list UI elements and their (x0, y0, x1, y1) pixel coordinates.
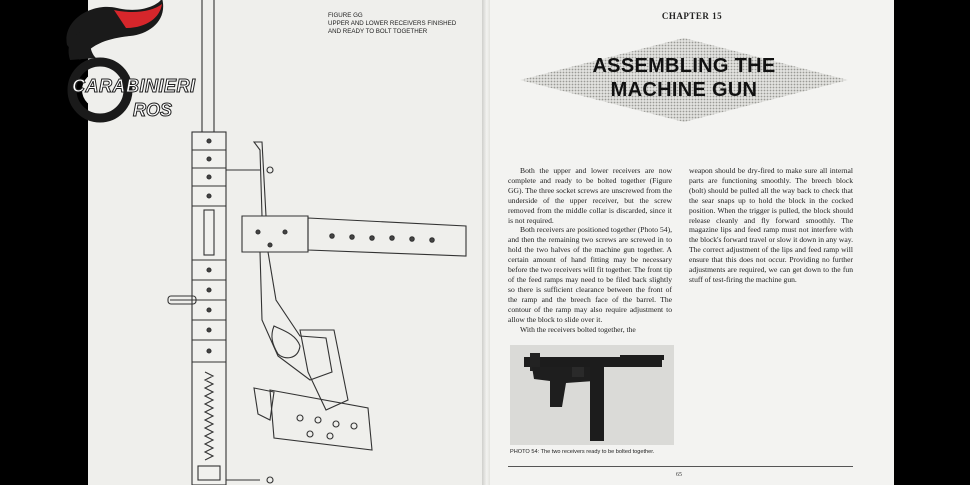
watermark-ros: ROS (133, 100, 173, 120)
text-column-1 (508, 166, 672, 334)
gun-receivers-drawing (150, 0, 480, 485)
figure-caption (328, 12, 478, 37)
chapter-title-block (520, 38, 848, 122)
paragraph: Both the upper and lower receivers are now complete and ready to be bolted together (Figure GG). The three socket screws are unscrewed from the underside of the upper receiver, but the screw removed from the middle collar is discarded, since it is not required. (508, 166, 672, 225)
paragraph: Both receivers are positioned together (Photo 54), and then the remaining two screws are screwed in to hold the two halves of the machine gun together. A certain amount of hand fitting may be necessary before the two receivers will fit together. The front tip of the feed ramps may need to be filed back slightly so there is sufficient clearance between the front of the ramp and the breech face of the barrel. The contour of the ramp may also require adjustment to allow the block to slide over it. (508, 225, 672, 324)
chapter-title-line2: MACHINE GUN (610, 79, 758, 101)
page-number: 65 (676, 472, 682, 478)
chapter-title (520, 54, 848, 102)
photo-54 (510, 345, 674, 445)
chapter-title-line1: ASSEMBLING THE (592, 55, 776, 77)
watermark-carabinieri: CARABINIERI (72, 76, 196, 96)
figure-label: FIGURE GG (328, 12, 363, 19)
chapter-heading: CHAPTER 15 (661, 11, 723, 21)
figure-caption-line: AND READY TO BOLT TOGETHER (328, 28, 428, 36)
paragraph: weapon should be dry-fired to make sure all internal parts are functioning smoothly. The breech block (bolt) should be pulled all the way back to check that the sear snaps up to hold the block in the cocked position. When the trigger is pulled, the block should release cleanly and fly forward smoothly. The magazine lips and feed ramp must not interfere with the block's forward travel or slow it down in any way. The correct adjustment of the lips and feed ramp will ensure that this does not occur. Providing no further adjustments are required, we can get down to the fun stuff of test-firing the machine gun. (689, 166, 853, 284)
text-column-2 (689, 166, 853, 285)
footer-rule (508, 466, 853, 467)
photo-caption: PHOTO 54: The two receivers ready to be bolted together. (510, 449, 655, 455)
paragraph: With the receivers bolted together, the (520, 324, 636, 334)
assembled-receivers-photo (510, 345, 674, 445)
figure-caption-line: UPPER AND LOWER RECEIVERS FINISHED (328, 20, 457, 28)
